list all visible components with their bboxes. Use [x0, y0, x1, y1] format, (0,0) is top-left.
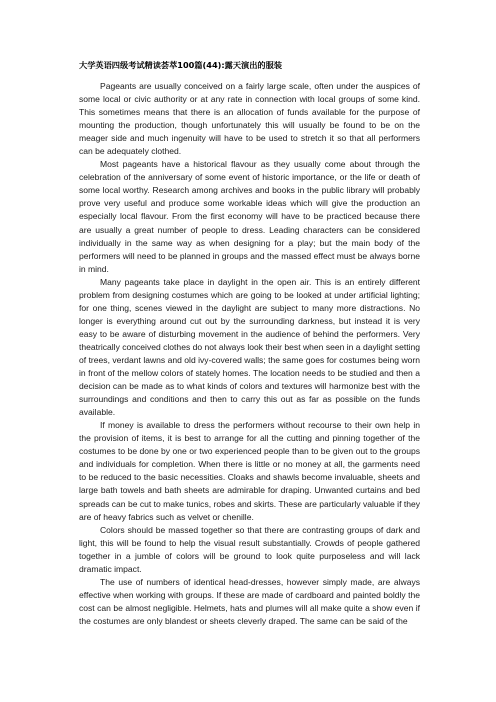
paragraph: Colors should be massed together so that there are contrasting groups of dark and light, this will be found to help the visual result substantially. Crowds of people gathered together in a jumble of colors will be ground to look quite purposeless and will lack dramatic impact.	[79, 524, 420, 574]
paragraph: Pageants are usually conceived on a fairly large scale, often under the auspices of some local or civic authority or at any rate in connection with local groups of some kind. This sometimes means that there is an allocation of funds available for the purpose of mounting the production, though unfortunately this will usually be found to be on the meager side and much ingenuity will have to be used to stretch it so that all performers can be adequately clothed.	[79, 81, 420, 157]
paragraph: If money is available to dress the performers without recourse to their own help in the provision of items, it is best to arrange for all the cutting and pinning together of the costumes to be done by one or two experienced people than to be given out to the groups and individuals for completion. When there is little or no money at all, the garments need to be reduced to the basic necessities. Cloaks and shawls become invaluable, sheets and large bath towels and bath sheets are admirable for draping. Unwanted curtains and bed spreads can be cut to make tunics, robes and skirts. These are particularly valuable if they are of heavy fabrics such as velvet or chenille.	[79, 420, 420, 522]
paragraph: Most pageants have a historical flavour as they usually come about through the celebration of the anniversary of some event of historic importance, or the life or death of some local worthy. Research among archives and books in the public library will probably prove very useful and produce some workable ideas which will give the production an especially local flavour. From the first economy will have to be practiced because there are usually a great number of people to dress. Leading characters can be considered individually in the same way as when designing for a play; but the main body of the performers will need to be planned in groups and the massed effect must be always borne in mind.	[79, 159, 420, 274]
paragraph: The use of numbers of identical head-dresses, however simply made, are always effective when working with groups. If these are made of cardboard and painted boldly the cost can be almost negligible. Helmets, hats and plumes will all make quite a show even if the costumes are only blandest or sheets cleverly draped. The same can be said of the	[79, 576, 420, 626]
document-title: 大学英语四级考试精读荟萃100篇(44):露天演出的服装	[79, 60, 282, 70]
document-body	[79, 80, 420, 628]
paragraph: Many pageants take place in daylight in the open air. This is an entirely different problem from designing costumes which are going to be looked at under artificial lighting; for one thing, scenes viewed in the daylight are subject to many more distractions. No longer is everything around cut out by the surrounding darkness, but instead it is very easy to be aware of disturbing movement in the audience of behind the performers. Very theatrically conceived clothes do not always look their best when seen in a daylight setting of trees, verdant lawns and old ivy-covered walls; the same goes for costumes being worn in front of the mellow colors of stately homes. The location needs to be studied and then a decision can be made as to what kinds of colors and textures will harmonize best with the surroundings and conditions and then to carry this out as far as possible on the funds available.	[79, 276, 420, 418]
